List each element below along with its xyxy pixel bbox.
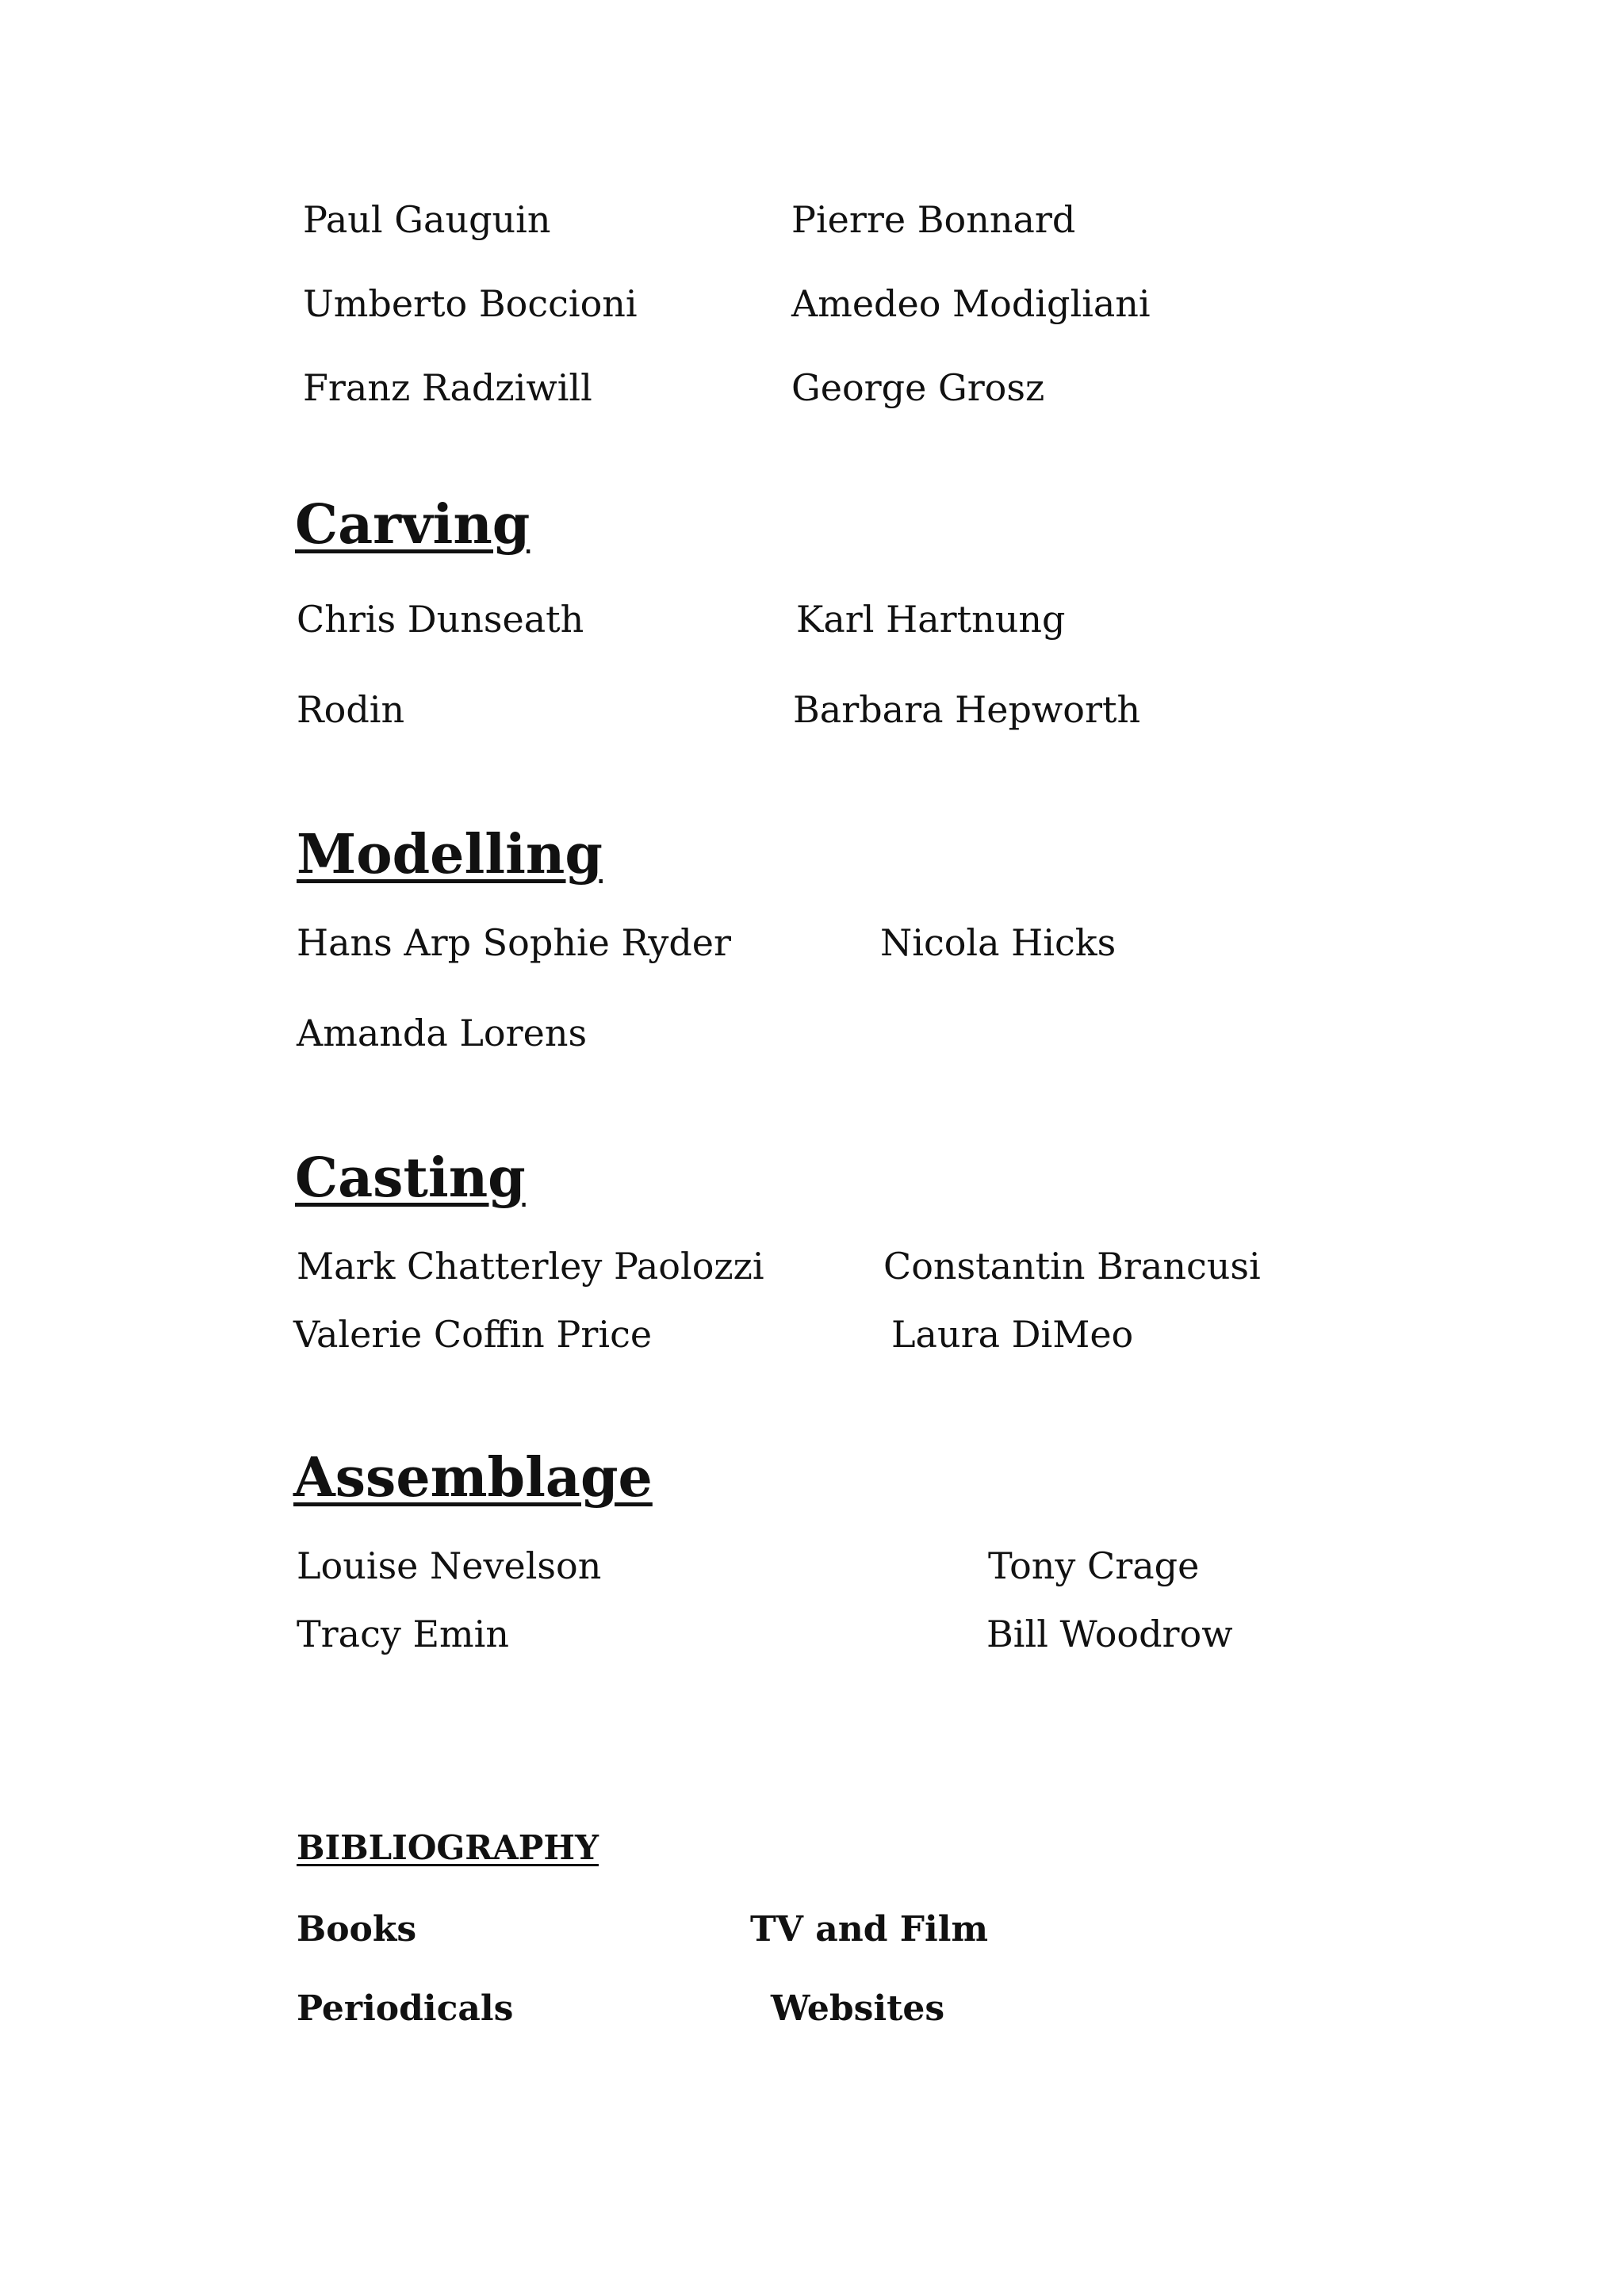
artist-name: Barbara Hepworth bbox=[793, 688, 1141, 731]
artist-name: Rodin bbox=[297, 688, 405, 731]
bibliography-item-books: Books bbox=[297, 1909, 417, 1950]
artist-name: Nicola Hicks bbox=[880, 921, 1116, 964]
artist-name: Constantin Brancusi bbox=[883, 1245, 1261, 1288]
artist-name: Louise Nevelson bbox=[297, 1544, 602, 1587]
artist-name: Chris Dunseath bbox=[297, 598, 584, 641]
artist-name: Amanda Lorens bbox=[297, 1012, 588, 1054]
artist-name: Laura DiMeo bbox=[891, 1313, 1134, 1356]
artist-name: Bill Woodrow bbox=[986, 1613, 1233, 1655]
bibliography-heading: BIBLIOGRAPHY bbox=[297, 1828, 599, 1867]
artist-name: Tracy Emin bbox=[297, 1613, 510, 1655]
section-heading-casting: Casting bbox=[295, 1146, 526, 1210]
bibliography-item-periodicals: Periodicals bbox=[297, 1988, 514, 2029]
bibliography-item-websites: Websites bbox=[771, 1988, 945, 2029]
artist-name: Tony Crage bbox=[988, 1544, 1200, 1587]
section-heading-modelling: Modelling bbox=[297, 823, 603, 886]
artist-name: Franz Radziwill bbox=[303, 366, 592, 409]
artist-name: Paul Gauguin bbox=[303, 198, 551, 241]
section-heading-assemblage: Assemblage bbox=[293, 1446, 653, 1510]
artist-name: Pierre Bonnard bbox=[791, 198, 1076, 241]
bibliography-item-tv-film: TV and Film bbox=[750, 1909, 989, 1950]
artist-name: George Grosz bbox=[791, 366, 1045, 409]
artist-name: Hans Arp Sophie Ryder bbox=[297, 921, 731, 964]
artist-name: Amedeo Modigliani bbox=[791, 282, 1151, 325]
artist-name: Mark Chatterley Paolozzi bbox=[297, 1245, 764, 1288]
artist-name: Valerie Coffin Price bbox=[293, 1313, 653, 1356]
section-heading-carving: Carving bbox=[295, 493, 530, 557]
artist-name: Karl Hartnung bbox=[796, 598, 1066, 641]
artist-name: Umberto Boccioni bbox=[303, 282, 638, 325]
